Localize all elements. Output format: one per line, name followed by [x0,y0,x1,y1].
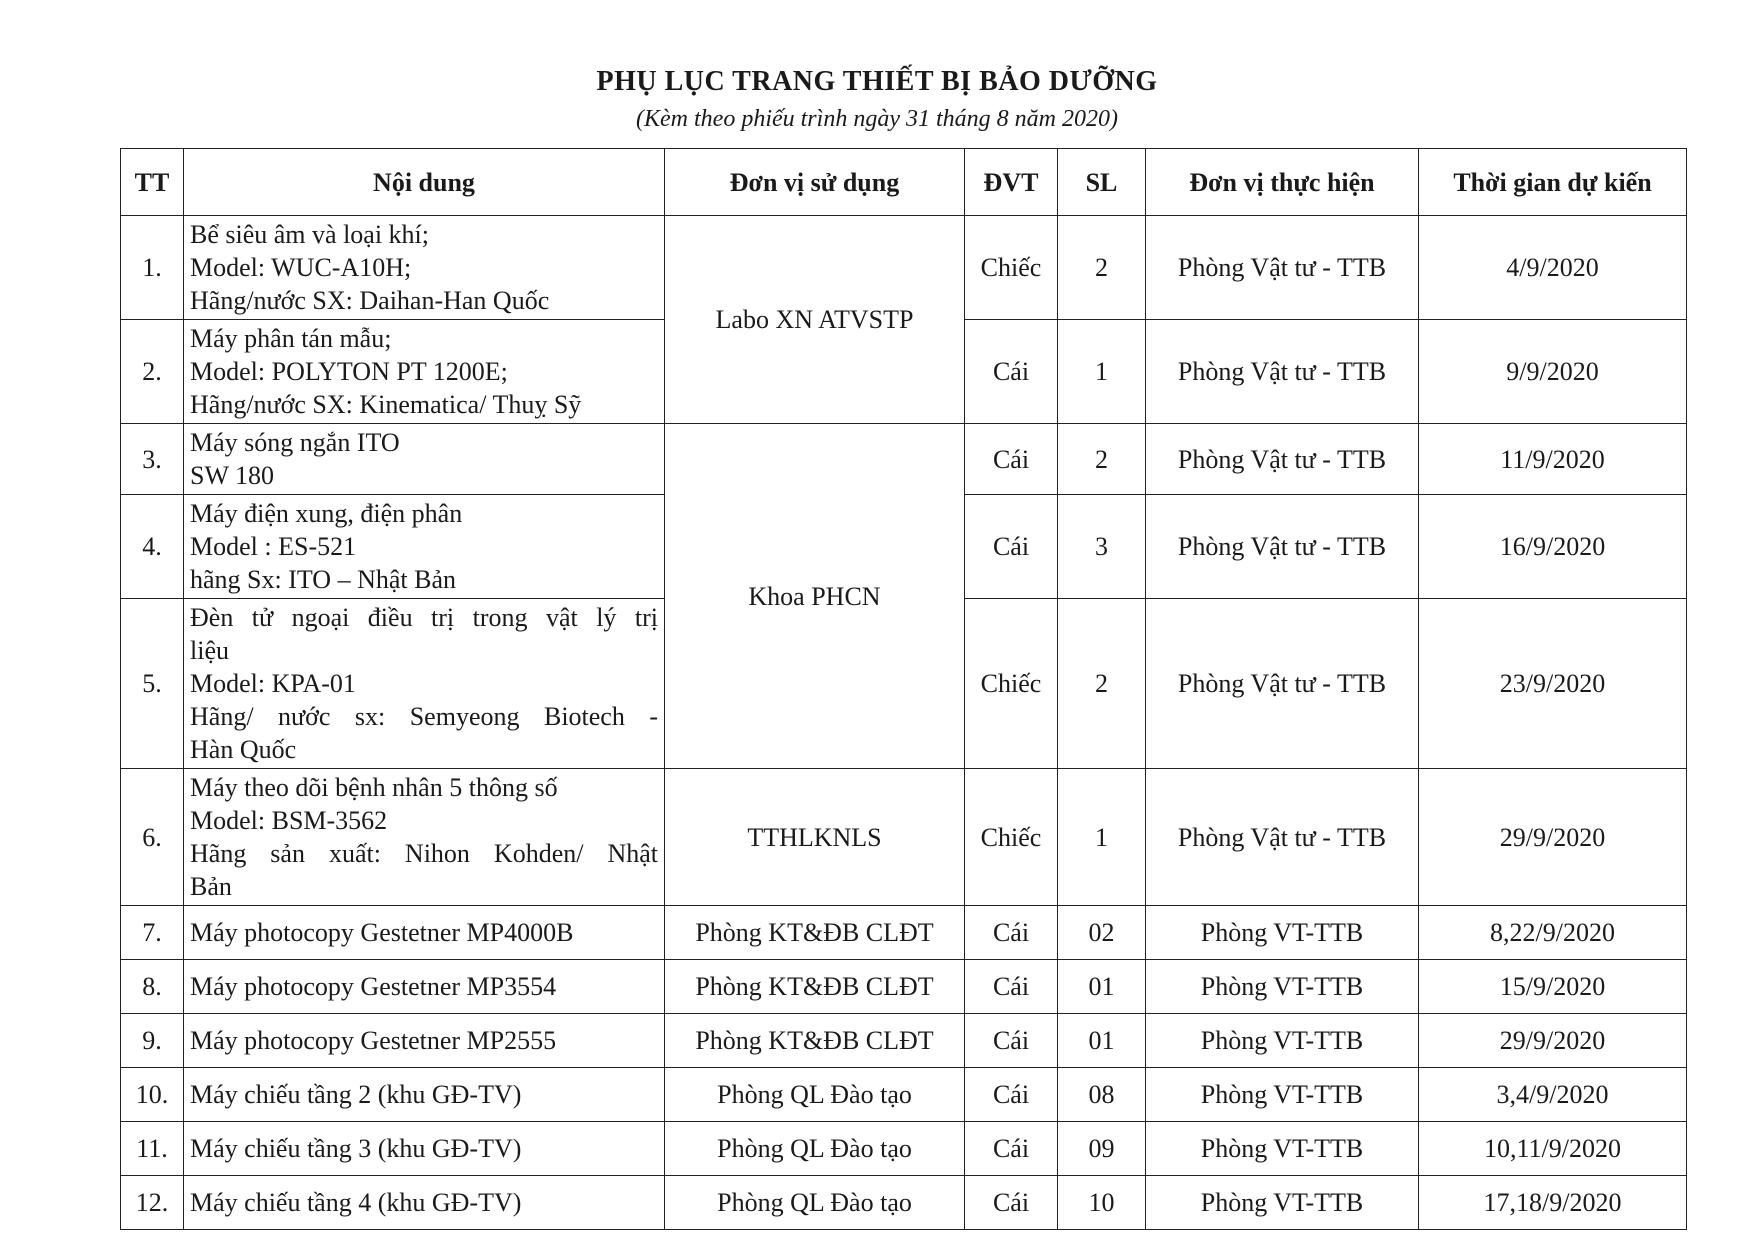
unit-cell: Cái [965,1176,1058,1230]
row-number: 4. [121,495,184,599]
column-header-performer: Đơn vị thực hiện [1146,149,1419,216]
page-subtitle: (Kèm theo phiếu trình ngày 31 tháng 8 năm 2020) [636,106,1118,132]
unit-cell: Chiếc [965,599,1058,769]
time-cell: 9/9/2020 [1419,320,1687,424]
row-content [184,599,665,769]
row-content [184,1176,665,1230]
quantity-cell: 1 [1058,320,1146,424]
content-line: Máy chiếu tầng 4 (khu GĐ-TV) [190,1188,522,1217]
performer-cell: Phòng VT-TTB [1146,960,1419,1014]
unit-cell: Cái [965,906,1058,960]
row-content [184,320,665,424]
department-cell: Phòng KT&ĐB CLĐT [665,1014,965,1068]
content-line: Máy photocopy Gestetner MP3554 [190,972,557,1001]
table-row [121,1068,1687,1122]
row-number: 1. [121,216,184,320]
department-cell: Phòng KT&ĐB CLĐT [665,960,965,1014]
unit-cell: Cái [965,320,1058,424]
content-line: Máy photocopy Gestetner MP4000B [190,918,574,947]
department-cell: Phòng KT&ĐB CLĐT [665,906,965,960]
table-row [121,1014,1687,1068]
column-header-quantity: SL [1058,149,1146,216]
column-header-department: Đơn vị sử dụng [665,149,965,216]
row-number: 5. [121,599,184,769]
performer-cell: Phòng Vật tư - TTB [1146,216,1419,320]
row-number: 6. [121,769,184,906]
table-row [121,960,1687,1014]
column-header-tt: TT [121,149,184,216]
content-line: Hãng/nước SX: Kinematica/ Thuỵ Sỹ [190,390,582,419]
row-content [184,906,665,960]
row-number: 10. [121,1068,184,1122]
performer-cell: Phòng VT-TTB [1146,906,1419,960]
content-line: Model: POLYTON PT 1200E; [190,357,508,386]
row-number: 11. [121,1122,184,1176]
department-cell: Phòng QL Đào tạo [665,1122,965,1176]
unit-cell: Cái [965,424,1058,495]
performer-cell: Phòng Vật tư - TTB [1146,769,1419,906]
unit-cell: Cái [965,1068,1058,1122]
performer-cell: Phòng VT-TTB [1146,1176,1419,1230]
content-line: Máy sóng ngắn ITO [190,428,400,457]
page-title: PHỤ LỤC TRANG THIẾT BỊ BẢO DƯỠNG [596,66,1158,97]
content-line: Model: KPA-01 [190,669,356,698]
row-content [184,1068,665,1122]
table-row [121,1122,1687,1176]
row-number: 9. [121,1014,184,1068]
row-content [184,1014,665,1068]
equipment-table [120,148,1687,1230]
row-content [184,960,665,1014]
unit-cell: Chiếc [965,216,1058,320]
time-cell: 16/9/2020 [1419,495,1687,599]
content-line: Model: BSM-3562 [190,806,388,835]
table-row [121,906,1687,960]
time-cell: 29/9/2020 [1419,769,1687,906]
content-line: Máy điện xung, điện phân [190,499,463,528]
content-line: Hãng/nước SX: Daihan-Han Quốc [190,286,550,315]
quantity-cell: 01 [1058,1014,1146,1068]
row-number: 3. [121,424,184,495]
table-header-row [121,149,1687,216]
column-header-content: Nội dung [184,149,665,216]
time-cell: 3,4/9/2020 [1419,1068,1687,1122]
content-line: liệu [190,636,229,665]
content-line: hãng Sx: ITO – Nhật Bản [190,565,456,594]
performer-cell: Phòng Vật tư - TTB [1146,424,1419,495]
department-cell: Phòng QL Đào tạo [665,1176,965,1230]
quantity-cell: 2 [1058,216,1146,320]
content-line: Bể siêu âm và loại khí; [190,220,430,249]
table-row [121,1176,1687,1230]
column-header-unit: ĐVT [965,149,1058,216]
quantity-cell: 3 [1058,495,1146,599]
time-cell: 17,18/9/2020 [1419,1176,1687,1230]
row-content [184,1122,665,1176]
unit-cell: Cái [965,960,1058,1014]
content-line: Máy photocopy Gestetner MP2555 [190,1026,557,1055]
content-line: Máy chiếu tầng 2 (khu GĐ-TV) [190,1080,522,1109]
time-cell: 15/9/2020 [1419,960,1687,1014]
content-line: Hãng sản xuất: Nihon Kohden/ Nhật [190,839,658,868]
content-line: Máy chiếu tầng 3 (khu GĐ-TV) [190,1134,522,1163]
department-cell: TTHLKNLS [665,769,965,906]
unit-cell: Chiếc [965,769,1058,906]
quantity-cell: 08 [1058,1068,1146,1122]
time-cell: 11/9/2020 [1419,424,1687,495]
row-content [184,769,665,906]
content-line: Bản [190,872,232,901]
row-number: 8. [121,960,184,1014]
quantity-cell: 02 [1058,906,1146,960]
row-number: 7. [121,906,184,960]
table-row [121,216,1687,320]
unit-cell: Cái [965,1122,1058,1176]
performer-cell: Phòng Vật tư - TTB [1146,495,1419,599]
time-cell: 29/9/2020 [1419,1014,1687,1068]
content-line: Model: WUC-A10H; [190,253,412,282]
performer-cell: Phòng VT-TTB [1146,1068,1419,1122]
unit-cell: Cái [965,1014,1058,1068]
content-line: SW 180 [190,461,275,490]
performer-cell: Phòng VT-TTB [1146,1014,1419,1068]
content-line: Máy theo dõi bệnh nhân 5 thông số [190,773,558,802]
content-line: Máy phân tán mẫu; [190,324,392,353]
quantity-cell: 10 [1058,1176,1146,1230]
content-line: Hàn Quốc [190,735,297,764]
performer-cell: Phòng Vật tư - TTB [1146,320,1419,424]
time-cell: 10,11/9/2020 [1419,1122,1687,1176]
department-cell: Labo XN ATVSTP [665,216,965,424]
row-content [184,495,665,599]
performer-cell: Phòng VT-TTB [1146,1122,1419,1176]
quantity-cell: 2 [1058,424,1146,495]
row-number: 12. [121,1176,184,1230]
row-content [184,424,665,495]
department-cell: Khoa PHCN [665,424,965,769]
performer-cell: Phòng Vật tư - TTB [1146,599,1419,769]
row-number: 2. [121,320,184,424]
row-content [184,216,665,320]
quantity-cell: 1 [1058,769,1146,906]
table-row [121,424,1687,495]
quantity-cell: 2 [1058,599,1146,769]
time-cell: 8,22/9/2020 [1419,906,1687,960]
time-cell: 4/9/2020 [1419,216,1687,320]
content-line: Model : ES-521 [190,532,357,561]
unit-cell: Cái [965,495,1058,599]
time-cell: 23/9/2020 [1419,599,1687,769]
quantity-cell: 09 [1058,1122,1146,1176]
content-line: Đèn tử ngoại điều trị trong vật lý trị [190,603,658,632]
column-header-time: Thời gian dự kiến [1419,149,1687,216]
table-row [121,769,1687,906]
department-cell: Phòng QL Đào tạo [665,1068,965,1122]
content-line: Hãng/ nước sx: Semyeong Biotech - [190,702,658,731]
quantity-cell: 01 [1058,960,1146,1014]
